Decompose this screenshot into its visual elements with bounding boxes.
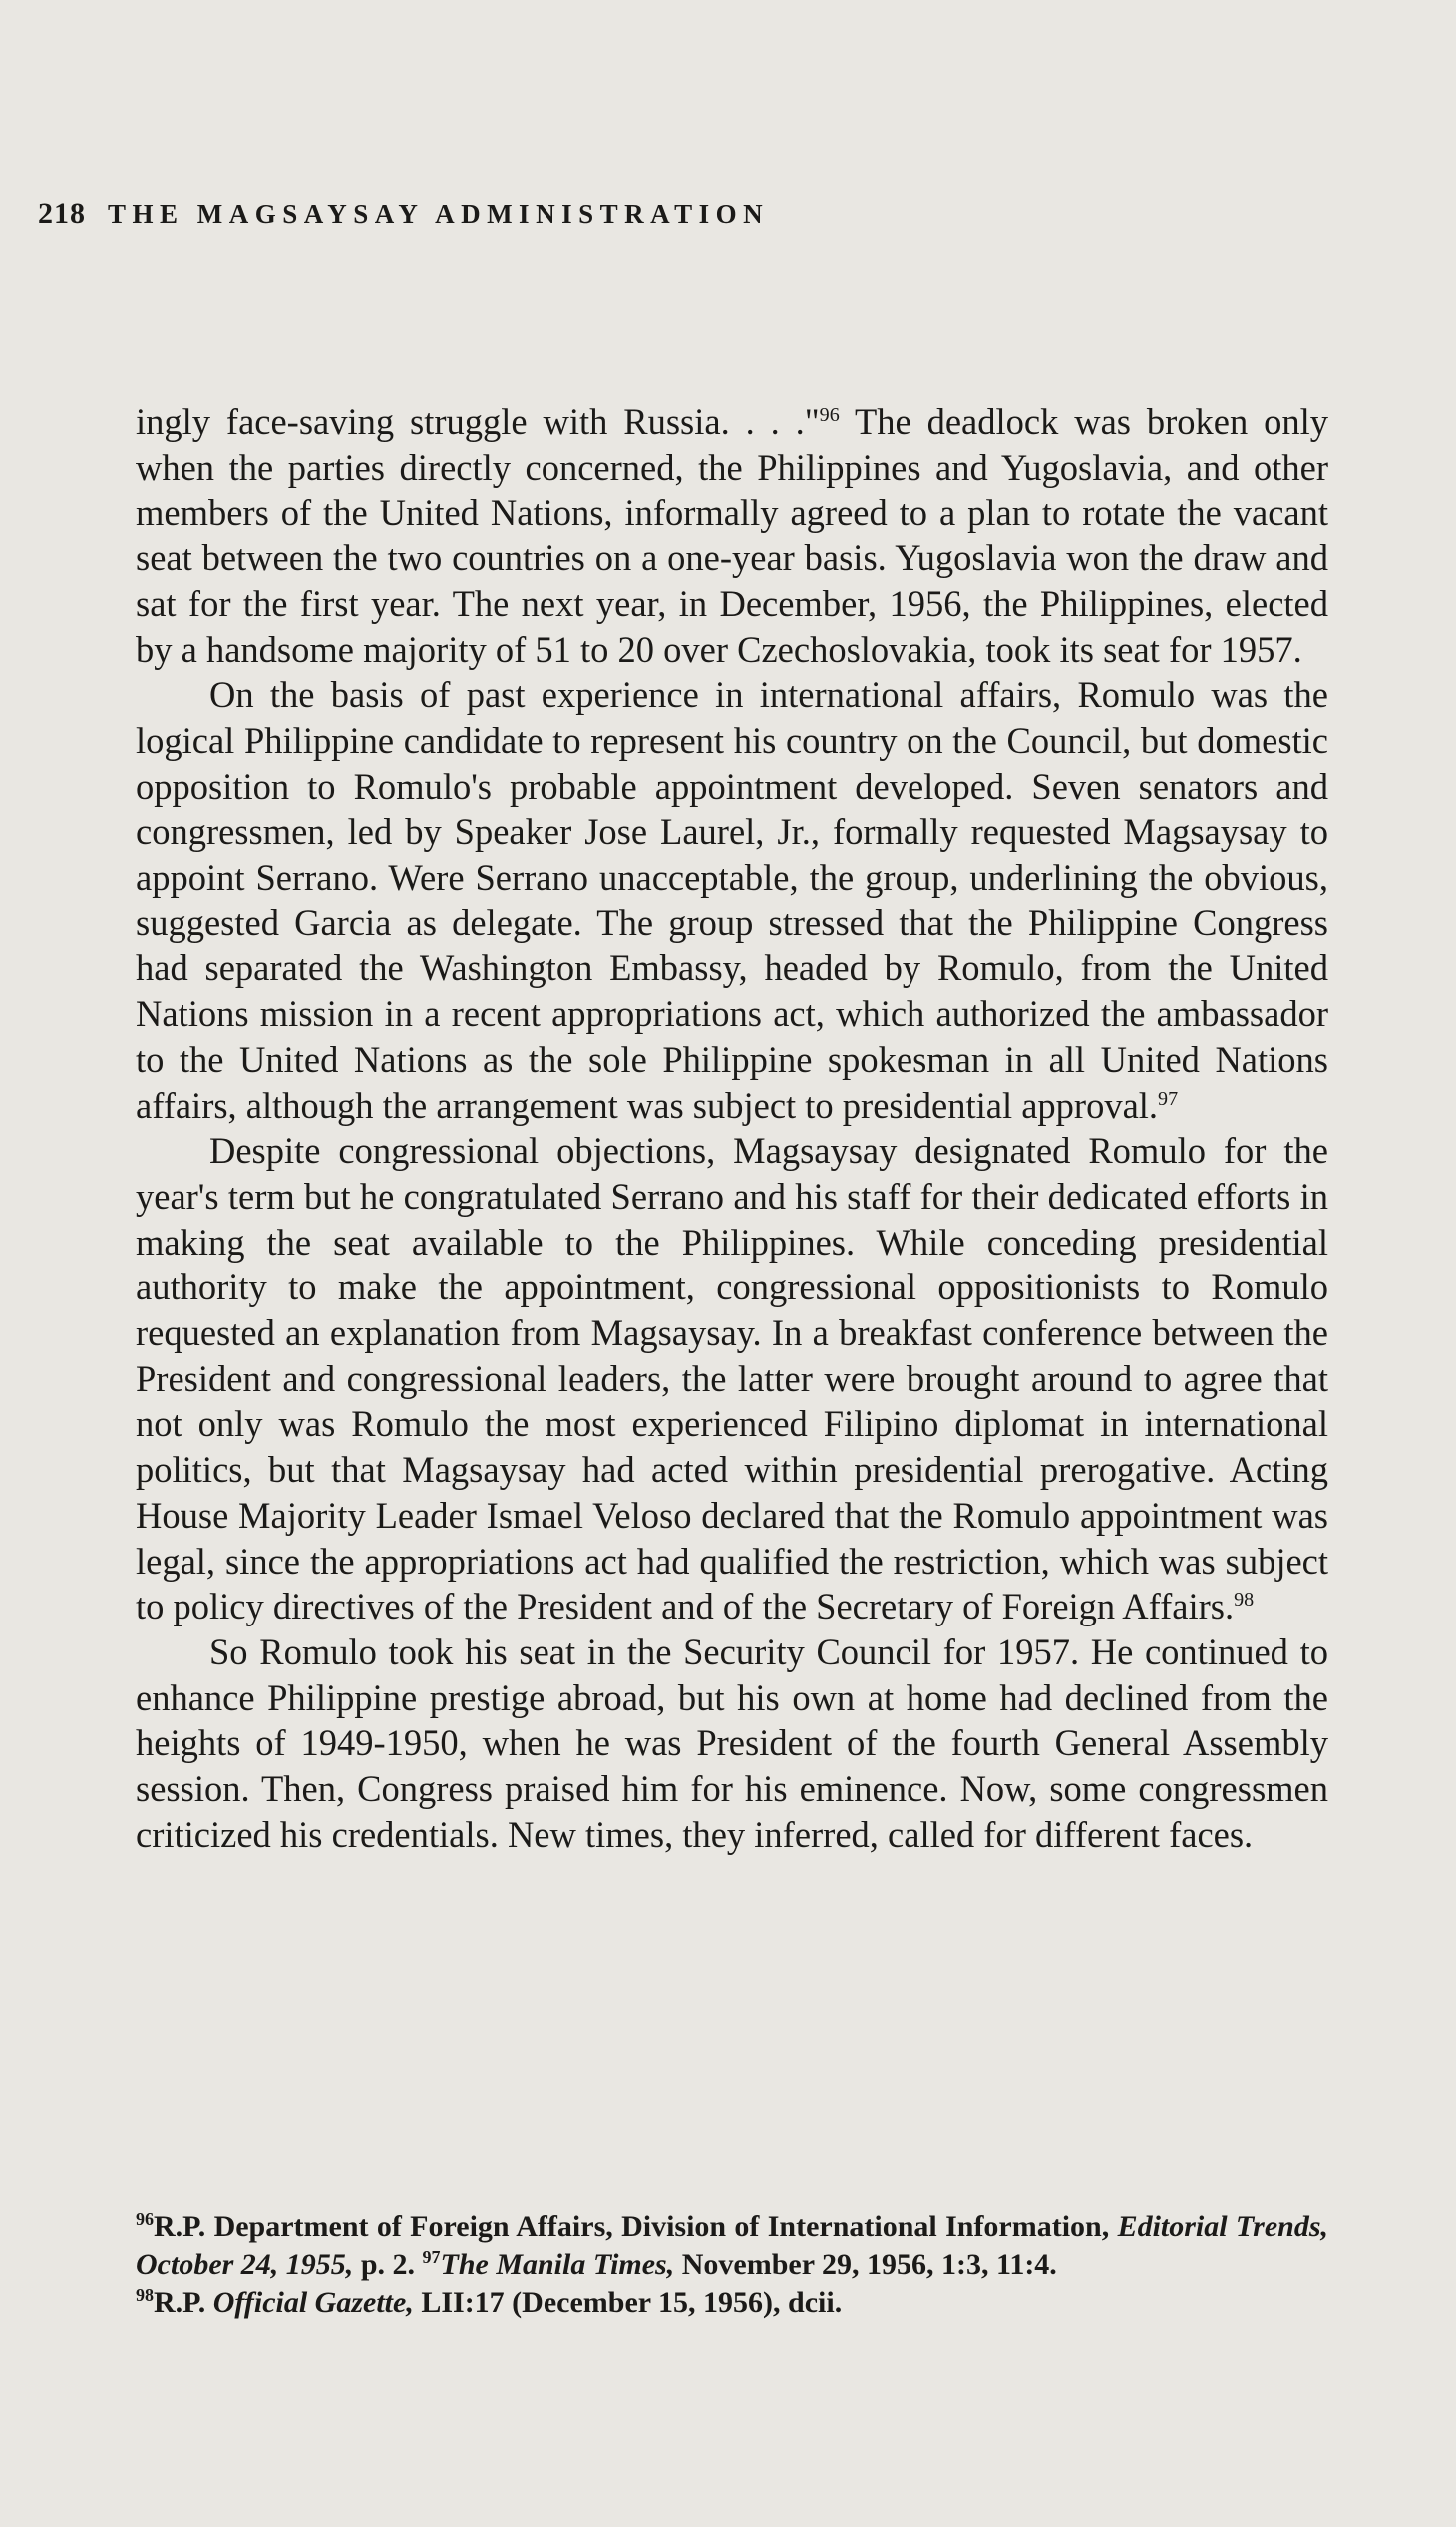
- italic-text: Editorial Trends, October 24, 1955,: [136, 2210, 1328, 2281]
- note-reference: 96: [136, 2209, 154, 2229]
- text-run: November 29, 1956, 1:3, 11:4.: [674, 2248, 1057, 2281]
- paragraph: [136, 1629, 1328, 1858]
- text-run: On the basis of past experience in international affairs, Romulo was the logical Philippine candidate to represent his country on the Council, but domestic opposition to Romulo's probable appointment developed. Seven senators and congressmen, led by Speaker Jose Laurel, Jr., formally requested Magsaysay to appoint Serrano. Were Serrano unacceptable, the group, underlining the obvious, suggested Garcia as delegate. The group stressed that the Philippine Congress had separated the Washington Embassy, headed by Romulo, from the United Nations mission in a recent appropriations act, which authorized the ambassador to the United Nations as the sole Philippine spokesman in all United Nations affairs, although the arrangement was subject to presidential approval.: [136, 674, 1328, 1126]
- italic-text: The Manila Times,: [440, 2248, 675, 2281]
- note-reference: 98: [136, 2285, 154, 2305]
- text-run: R.P. Department of Foreign Affairs, Division of International Information,: [154, 2210, 1118, 2243]
- italic-text: Official Gazette,: [212, 2286, 414, 2319]
- footnote: [136, 2284, 1328, 2322]
- note-reference: 97: [1158, 1087, 1179, 1110]
- paragraph: [136, 672, 1328, 1128]
- paragraph: [136, 399, 1328, 672]
- text-run: ingly face-saving struggle with Russia. . . .": [136, 401, 820, 442]
- footnote: [136, 2208, 1328, 2284]
- running-title: THE MAGSAYSAY ADMINISTRATION: [108, 199, 770, 229]
- page-number: 218: [38, 197, 86, 230]
- note-reference: 96: [819, 403, 840, 426]
- footnotes: [136, 2208, 1328, 2322]
- text-run: LII:17 (December 15, 1956), dcii.: [413, 2286, 843, 2319]
- note-reference: 97: [422, 2247, 441, 2267]
- note-reference: 98: [1234, 1589, 1255, 1612]
- running-head: [38, 197, 769, 231]
- text-run: Despite congressional objections, Magsaysay designated Romulo for the year's term but he congratulated Serrano and his staff for their dedicated efforts in making the seat available to the Philippines. While conceding presidential authority to make the appointment, congressional oppositionists to Romulo requested an explanation from Magsaysay. In a breakfast conference between the President and congressional leaders, the latter were brought around to agree that not only was Romulo the most experienced Filipino diplomat in international politics, but that Magsaysay had acted within presidential prerogative. Acting House Majority Leader Ismael Veloso declared that the Romulo appointment was legal, since the appropriations act had qualified the restriction, which was subject to policy directives of the President and of the Secretary of Foreign Affairs.: [136, 1130, 1328, 1627]
- text-run: R.P.: [154, 2286, 213, 2319]
- paragraph: [136, 1128, 1328, 1629]
- text-run: p. 2.: [353, 2248, 423, 2281]
- text-run: So Romulo took his seat in the Security Council for 1957. He continued to enhance Philippine prestige abroad, but his own at home had declined from the heights of 1949-1950, when he was President of the fourth General Assembly session. Then, Congress praised him for his eminence. Now, some congressmen criticized his credentials. New times, they inferred, called for different faces.: [136, 1630, 1328, 1855]
- text-run: The deadlock was broken only when the parties directly concerned, the Philippines and Yugoslavia, and other members of the United Nations, informally agreed to a plan to rotate the vacant seat between the two countries on a one-year basis. Yugoslavia won the draw and sat for the first year. The next year, in December, 1956, the Philippines, elected by a handsome majority of 51 to 20 over Czechoslovakia, took its seat for 1957.: [136, 401, 1329, 670]
- body-text: [136, 399, 1328, 1858]
